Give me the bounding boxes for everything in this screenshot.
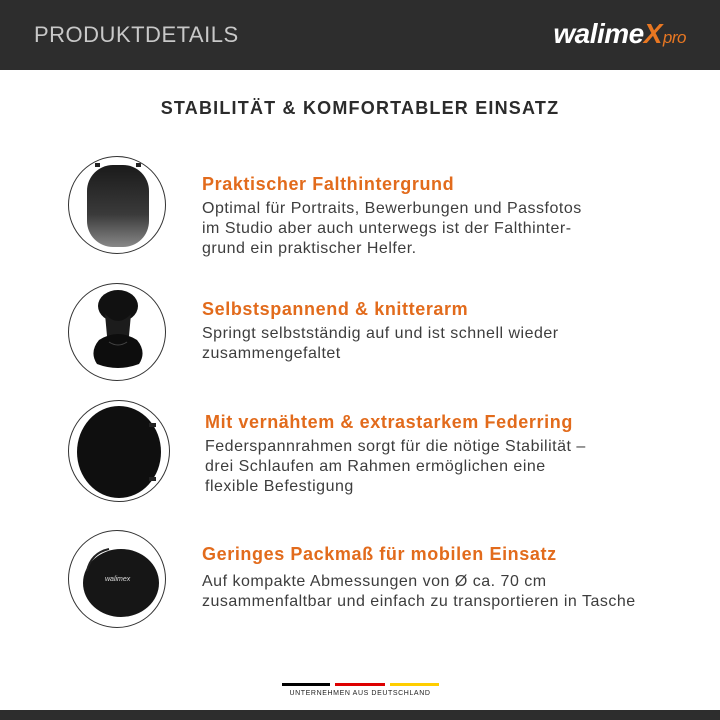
flag-stripe-black [282, 683, 330, 686]
folding-backdrop-icon [68, 283, 166, 381]
spring-ring-icon [68, 400, 170, 502]
feature-title: Mit vernähtem & extrastarkem Federring [205, 412, 573, 432]
walimex-pro-logo: walimeXpro [553, 18, 686, 49]
bag-logo-text: walimex [105, 576, 131, 583]
carry-bag-icon [68, 530, 166, 628]
flag-stripe-gold [390, 683, 439, 686]
feature-text: Federspannrahmen sorgt für die nötige Stabilität – drei Schlaufen am Rahmen ermöglichen eine flexible Befestigung [205, 438, 586, 495]
header-title: PRODUKTDETAILS [34, 22, 239, 47]
feature-title: Selbstspannend & knitterarm [202, 299, 469, 319]
flat-backdrop-icon [68, 156, 166, 254]
feature-title: Praktischer Falthintergrund [202, 174, 455, 194]
header-bar [0, 0, 720, 70]
feature-text: Optimal für Portraits, Bewerbungen und Passfotos im Studio aber auch unterwegs ist der Falthinter- grund ein praktischer Helfer. [202, 200, 582, 257]
feature-text: Auf kompakte Abmessungen von Ø ca. 70 cm zusammenfaltbar und einfach zu transportieren in Tasche [202, 573, 636, 610]
feature-title: Geringes Packmaß für mobilen Einsatz [202, 544, 557, 564]
footer-text: UNTERNEHMEN AUS DEUTSCHLAND [289, 690, 431, 697]
feature-text: Springt selbstständig auf und ist schnell wieder zusammengefaltet [202, 325, 559, 362]
flag-stripe-red [335, 683, 385, 686]
section-title: STABILITÄT & KOMFORTABLER EINSATZ [160, 98, 560, 118]
bottom-bar [0, 710, 720, 720]
